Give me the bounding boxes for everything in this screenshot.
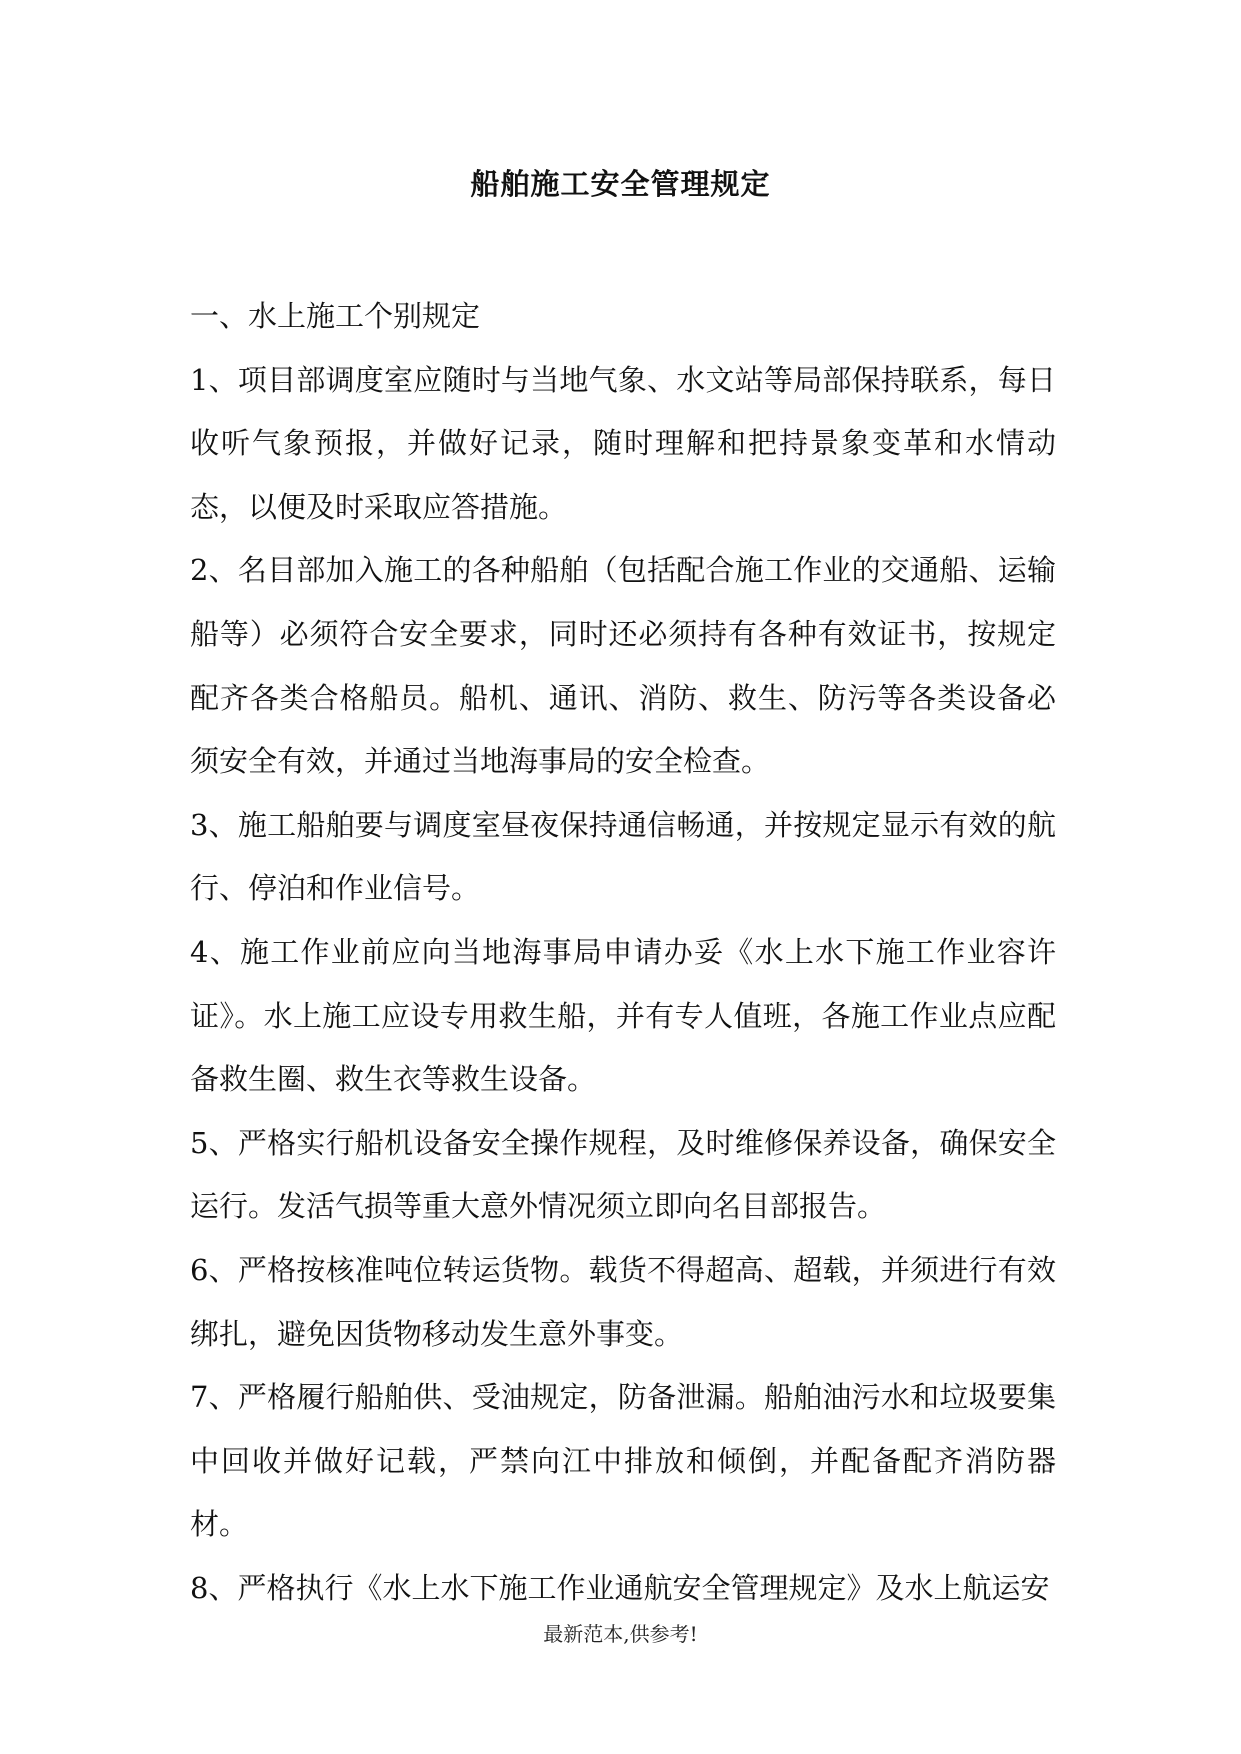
section-heading: 一、水上施工个别规定 (190, 299, 481, 333)
paragraph-6: 6、严格按核准吨位转运货物。载货不得超高、超载，并须进行有效绑扎，避免因货物移动发生意外事变。 (190, 1252, 1056, 1351)
paragraph-3: 3、施工船舶要与调度室昼夜保持通信畅通，并按规定显示有效的航行、停泊和作业信号。 (190, 807, 1056, 906)
paragraph-1: 1、项目部调度室应随时与当地气象、水文站等局部保持联系，每日收听气象预报，并做好记录，随时理解和把持景象变革和水情动态，以便及时采取应答措施。 (190, 362, 1056, 524)
paragraph-7: 7、严格履行船舶供、受油规定，防备泄漏。船舶油污水和垃圾要集中回收并做好记载，严禁向江中排放和倾倒，并配备配齐消防器材。 (190, 1380, 1056, 1542)
paragraph-2: 2、名目部加入施工的各种船舶（包括配合施工作业的交通船、运输船等）必须符合安全要求，同时还必须持有各种有效证书，按规定配齐各类合格船员。船机、通讯、消防、救生、防污等各类设备必须安全有效，并通过当地海事局的安全检查。 (190, 553, 1056, 779)
document-title: 船舶施工安全管理规定 (470, 167, 771, 201)
document-body (190, 285, 1056, 1620)
paragraph-8: 8、严格执行《水上水下施工作业通航安全管理规定》及水上航运安 (190, 1570, 1050, 1605)
page-footer: 最新范本,供参考! (543, 1622, 698, 1646)
paragraph-5: 5、严格实行船机设备安全操作规程，及时维修保养设备，确保安全运行。发活气损等重大意外情况须立即向名目部报告。 (190, 1125, 1056, 1224)
paragraph-4: 4、施工作业前应向当地海事局申请办妥《水上水下施工作业容许证》。水上施工应设专用救生船，并有专人值班，各施工作业点应配备救生圈、救生衣等救生设备。 (190, 934, 1056, 1097)
